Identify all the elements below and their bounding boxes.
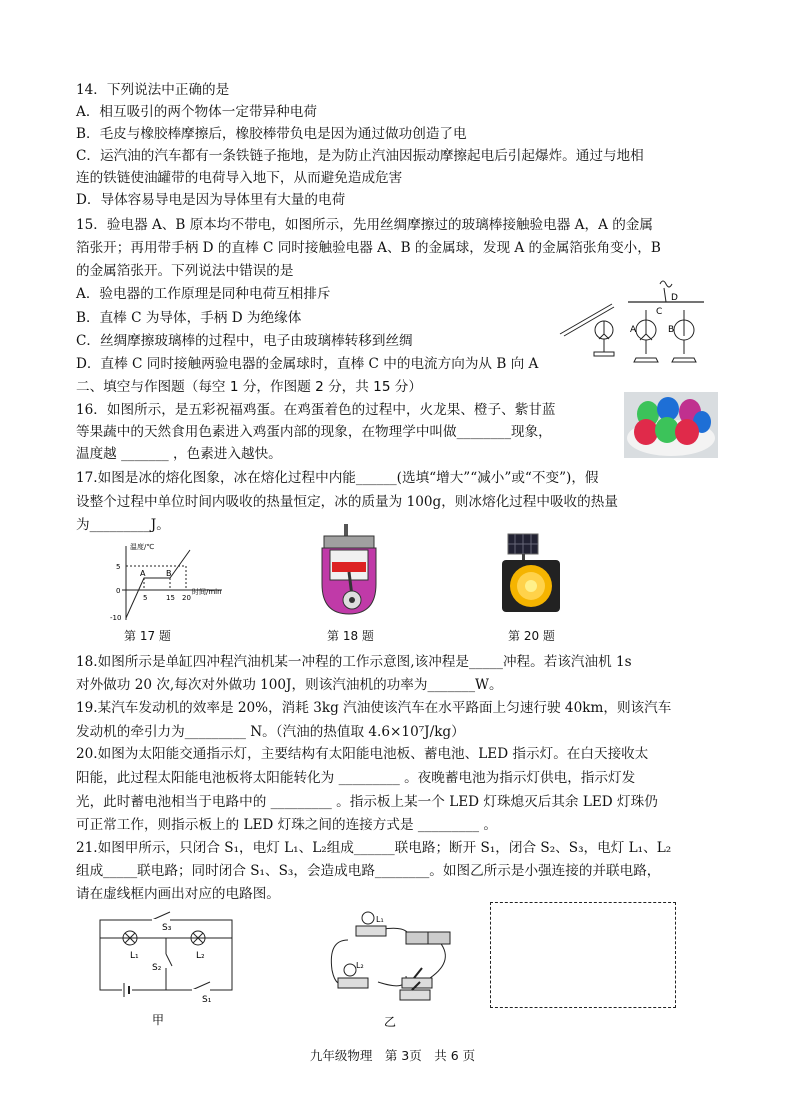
caption-q17: 第 17 题 — [124, 629, 171, 643]
page-footer: 九年级物理 第 3页 共 6 页 — [309, 1048, 476, 1063]
label-s1: S₁ — [202, 995, 212, 1005]
label-c: C — [656, 307, 663, 317]
circuit-photo-yi — [318, 900, 468, 1030]
q15-option-c: C．丝绸摩擦玻璃棒的过程中，电子由玻璃棒转移到丝绸 — [76, 333, 413, 349]
tick-y-5: 5 — [116, 563, 121, 571]
circuit-diagram-jia — [92, 908, 242, 1028]
q20-line-4: 可正常工作，则指示板上的 LED 灯珠之间的连接方式是 _________ 。 — [76, 817, 497, 833]
q15-stem-1: 15．验电器 A、B 原本均不带电，如图所示，先用丝绸摩擦过的玻璃棒接触验电器 A，A 的金属 — [76, 217, 653, 233]
label-yi: 乙 — [384, 1015, 397, 1029]
caption-q18: 第 18 题 — [327, 629, 374, 643]
section-2-heading: 二、填空与作图题（每空 1 分，作图题 2 分，共 15 分） — [76, 379, 422, 395]
tick-y-neg10: -10 — [110, 614, 122, 622]
answer-drawing-box[interactable] — [490, 902, 676, 1008]
q14-option-c: C．运汽油的汽车都有一条铁链子拖地，是为防止汽油因振动摩擦起电后引起爆炸。通过与地相 — [76, 148, 644, 164]
q18-line-1: 18.如图所示是单缸四冲程汽油机某一冲程的工作示意图,该冲程是_____冲程。若该汽油机 1s — [76, 654, 632, 670]
q14-option-c-cont: 连的铁链使油罐带的电荷导入地下，从而避免造成危害 — [76, 170, 403, 186]
point-b: B — [166, 569, 172, 578]
label-jia: 甲 — [152, 1013, 165, 1027]
label-b: B — [668, 325, 675, 335]
q17-line-1: 17.如图是冰的熔化图象，冰在熔化过程中内能______(选填“增大”“减小”或“不变”)，假 — [76, 470, 599, 486]
q21-line-3: 请在虚线框内画出对应的电路图。 — [76, 886, 280, 902]
solar-traffic-light-figure — [500, 532, 562, 614]
q15-stem-2: 箔张开；再用带手柄 D 的直棒 C 同时接触验电器 A、B 的金属球，发现 A 的金属箔张角变小，B — [76, 240, 661, 256]
q18-line-2: 对外做功 20 次,每次对外做功 100J，则该汽油机的功率为_______W。 — [76, 677, 503, 693]
graph-y-label: 温度/℃ — [130, 543, 155, 551]
q21-line-1: 21.如图甲所示，只闭合 S₁，电灯 L₁、L₂组成______联电路；断开 S₁，闭合 S₂、S₃，电灯 L₁、L₂ — [76, 840, 672, 856]
label-d: D — [671, 293, 678, 303]
q19-line-2: 发动机的牵引力为_________ N。（汽油的热值取 4.6×10⁷J/kg） — [76, 724, 465, 740]
q15-option-d: D．直棒 C 同时接触两验电器的金属球时，直棒 C 中的电流方向为从 B 向 A — [76, 356, 539, 372]
q17-line-3: 为_________J。 — [76, 517, 170, 533]
q17-line-2: 设整个过程中单位时间内吸收的热量恒定，冰的质量为 100g，则冰熔化过程中吸收的热量 — [76, 494, 618, 510]
electroscope-figure — [556, 278, 706, 370]
label-s2: S₂ — [152, 963, 162, 973]
q20-line-2: 阳能，此过程太阳能电池板将太阳能转化为 _________ 。夜晚蓄电池为指示灯供电，指示灯发 — [76, 770, 636, 786]
tick-x-20: 20 — [182, 594, 191, 602]
colored-eggs-image — [624, 392, 718, 458]
point-a: A — [140, 569, 146, 578]
q16-line-1: 16．如图所示，是五彩祝福鸡蛋。在鸡蛋着色的过程中，火龙果、橙子、紫甘蓝 — [76, 402, 556, 418]
q20-line-1: 20.如图为太阳能交通指示灯，主要结构有太阳能电池板、蓄电池、LED 指示灯。在白天接收太 — [76, 746, 649, 762]
q14-option-d: D．导体容易导电是因为导体里有大量的电荷 — [76, 192, 346, 208]
q19-line-1: 19.某汽车发动机的效率是 20%，消耗 3kg 汽油使该汽车在水平路面上匀速行驶 40km，则该汽车 — [76, 700, 672, 716]
q15-stem-3: 的金属箔张开。下列说法中错误的是 — [76, 263, 294, 279]
tick-y-0: 0 — [116, 587, 121, 595]
label-s3: S₃ — [162, 923, 172, 933]
q20-line-3: 光，此时蓄电池相当于电路中的 _________ 。指示板上某一个 LED 灯珠熄灭后其余 LED 灯珠仍 — [76, 794, 658, 810]
label-l2: L₂ — [196, 951, 205, 961]
ice-melting-graph — [104, 540, 244, 624]
graph-x-label: 时间/min — [192, 588, 222, 596]
q14-stem: 14．下列说法中正确的是 — [76, 82, 230, 98]
label-a: A — [630, 325, 637, 335]
q15-option-a: A．验电器的工作原理是同种电荷互相排斥 — [76, 286, 331, 302]
label-yi-l1: L₁ — [376, 915, 384, 924]
engine-cylinder-figure — [316, 524, 382, 620]
q14-option-a: A．相互吸引的两个物体一定带异种电荷 — [76, 104, 317, 120]
q21-line-2: 组成_____联电路；同时闭合 S₁、S₃，会造成电路________。如图乙所示是小强连接的并联电路， — [76, 863, 661, 879]
q15-option-b: B．直棒 C 为导体，手柄 D 为绝缘体 — [76, 310, 302, 326]
q16-line-2: 等果蔬中的天然食用色素进入鸡蛋内部的现象，在物理学中叫做________现象， — [76, 424, 552, 440]
tick-x-15: 15 — [166, 594, 175, 602]
label-l1: L₁ — [130, 951, 139, 961]
q14-option-b: B．毛皮与橡胶棒摩擦后，橡胶棒带负电是因为通过做功创造了电 — [76, 126, 467, 142]
caption-q20: 第 20 题 — [508, 629, 555, 643]
q16-line-3: 温度越 _______ ，色素进入越快。 — [76, 446, 282, 462]
label-yi-l2: L₂ — [356, 961, 364, 970]
tick-x-5: 5 — [143, 594, 148, 602]
